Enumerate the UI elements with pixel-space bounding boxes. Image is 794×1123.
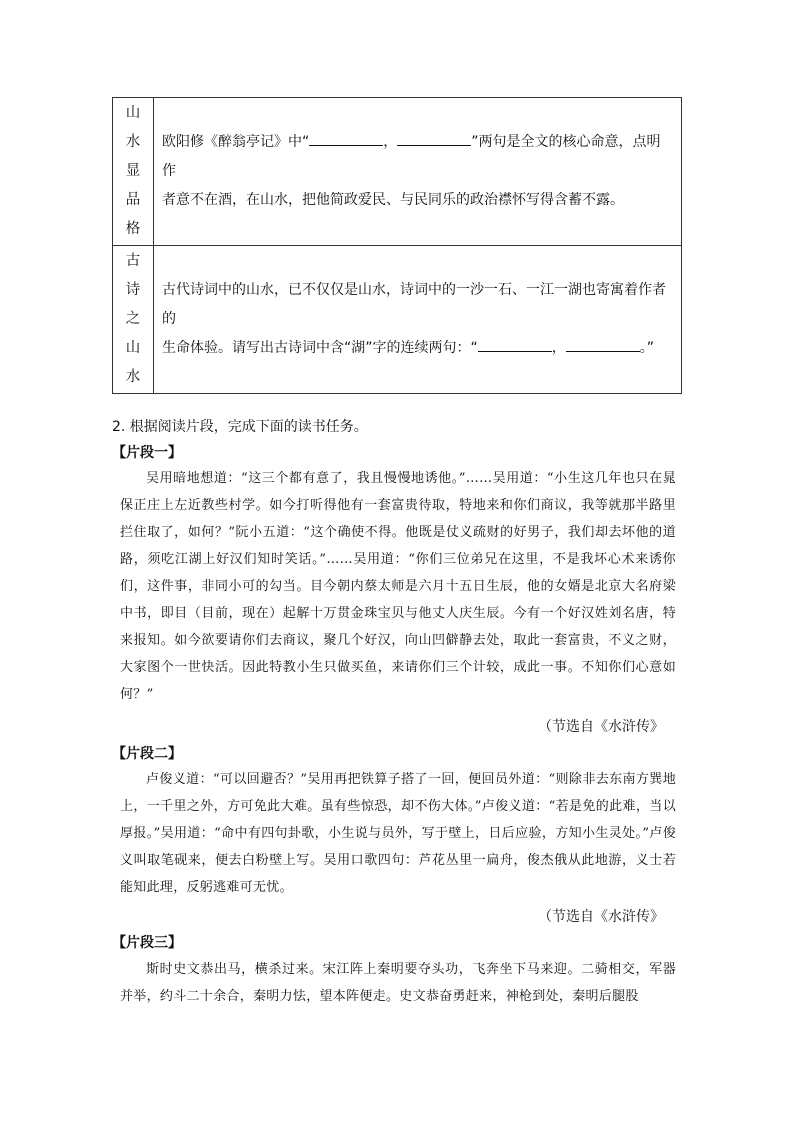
question-title: 2. 根据阅读片段，完成下面的读书任务。 [112, 419, 368, 435]
segment-label: 【片段一】 [112, 445, 182, 461]
content-line: 古代诗词中的山水，已不仅仅是山水，诗词中的一沙一石、一江一湖也寄寓着作者的 [162, 282, 666, 327]
row-heading-char: 之 [125, 311, 141, 327]
source-note: （节选自《水浒传》 [538, 909, 664, 925]
segment-text: 卢俊义道：“可以回避否？”吴用再把铁算子搭了一回，便回员外道：“则除非去东南方巽地上，一千里之外，方可免此大难。虽有些惊恐，却不伤大体。”卢俊义道：“若是免的此难，当以厚报。”吴用道：“命中有四句卦歌，小生说与员外，写于壁上，日后应验，方知小生灵处。”卢俊义叫取笔砚来，便去白粉壁上写。吴用口歌四句：芦花丛里一扁舟，俊杰俄从此地游，义士若能知此理，反躬逃难可无忧。 [120, 772, 676, 895]
row-heading-char: 水 [125, 134, 141, 150]
source-note: （节选自《水浒传》 [538, 719, 664, 735]
content-text: ”两句是全文的核心命意，点明作 [162, 134, 661, 179]
answer-blank[interactable] [566, 337, 640, 352]
row-heading-char: 格 [125, 221, 141, 237]
content-text: 。” [639, 340, 655, 356]
landscape-table [112, 97, 682, 394]
row-heading-char: 水 [125, 369, 141, 385]
table-row [113, 246, 682, 394]
content-text: 欧阳修《醉翁亭记》中“ [162, 134, 310, 150]
row-heading-char: 古 [125, 253, 141, 269]
content-text: ， [383, 134, 398, 150]
answer-blank[interactable] [309, 131, 383, 146]
segment-label: 【片段二】 [112, 746, 182, 762]
row-heading-char: 山 [125, 105, 141, 121]
content-text: 生命体验。请写出古诗词中含“湖”字的连续两句：“ [162, 340, 478, 356]
row-heading-cell [113, 98, 154, 246]
row-heading-cell [113, 246, 154, 394]
row-heading-char: 品 [125, 192, 141, 208]
row-content-cell [154, 98, 682, 246]
content-line: 者意不在酒，在山水，把他简政爱民、与民同乐的政治襟怀写得含蓄不露。 [162, 192, 624, 208]
segment-text: 斯时史文恭出马，横杀过来。宋江阵上秦明要夺头功，飞奔坐下马来迎。二骑相交，军器并举，约斗二十余合，秦明力怯，望本阵便走。史文恭奋勇赶来，神枪到处，秦明后腿股 [120, 962, 676, 1004]
row-heading-char: 诗 [125, 282, 141, 298]
segment-text: 吴用暗地想道：“这三个都有意了，我且慢慢地诱他。”……吴用道：“小生这几年也只在晁保正庄上左近教些村学。如今打听得他有一套富贵待取，特地来和你们商议，我等就那半路里拦住取了，如何？”阮小五道：“这个确使不得。他既是仗义疏财的好男子，我们却去坏他的道路，须吃江湖上好汉们知时笑话。”……吴用道：“你们三位弟兄在这里，不是我坏心术来诱你们，这件事，非同小可的勾当。目今朝内蔡太师是六月十五日生辰，他的女婿是北京大名府梁中书，即目（目前，现在）起解十万贯金珠宝贝与他丈人庆生辰。今有一个好汉姓刘名唐，特来报知。如今欲要请你们去商议，聚几个好汉，向山凹僻静去处，取此一套富贵，不义之财，大家图个一世快活。因此特教小生只做买鱼，来请你们三个计较，成此一事。不知你们心意如何？” [120, 471, 676, 702]
content-line [162, 334, 673, 363]
answer-blank[interactable] [478, 337, 552, 352]
row-heading-char: 山 [125, 340, 141, 356]
table-row [113, 98, 682, 246]
answer-blank[interactable] [397, 131, 471, 146]
segment-label: 【片段三】 [112, 935, 182, 951]
row-content-cell [154, 246, 682, 394]
row-heading-char: 显 [125, 163, 141, 179]
content-line [162, 128, 673, 186]
content-text: ， [551, 340, 566, 356]
